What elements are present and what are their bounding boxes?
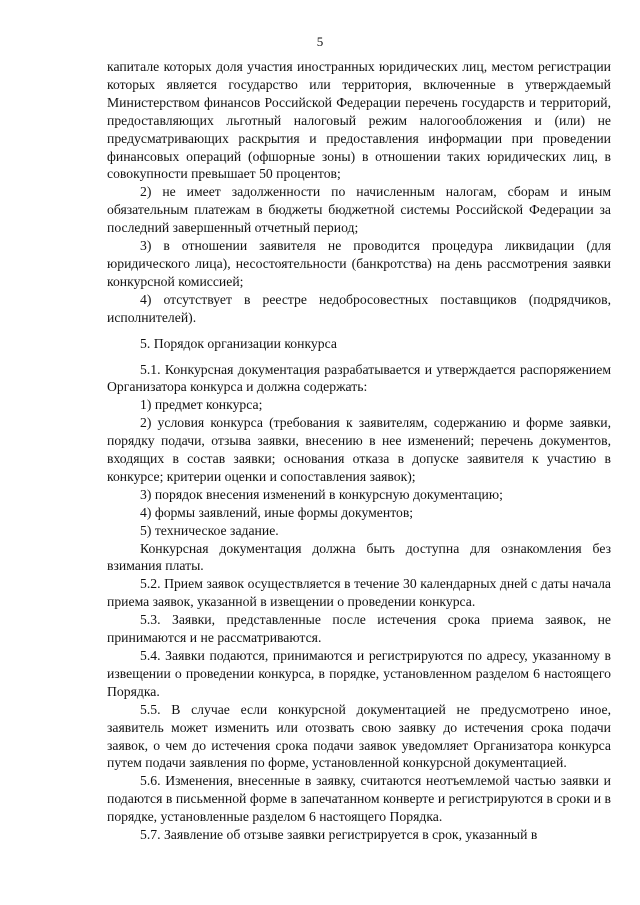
clause-5-4: 5.4. Заявки подаются, принимаются и регистрируются по адресу, указанному в извещении о проведении конкурса, в порядке, установленном разделом 6 настоящего Порядка. [107,648,611,699]
list-item-no-tax-debt: 2) не имеет задолженности по начисленным налогам, сборам и иным обязательным платежам в бюджеты бюджетной системы Российской Федерации за последний завершенный отчетный период; [107,184,611,236]
list-item-conditions: 2) условия конкурса (требования к заявителям, содержанию и форме заявки, порядку подачи, отзыва заявки, внесению в нее изменений; перечень документов, входящих в состав заявки; основания отказа в допуске заявителя к участию в конкурсе; критерии оценки и сопоставления заявок); [107,415,611,484]
document-body [107,58,611,844]
list-item-subject: 1) предмет конкурса; [140,397,263,413]
clause-5-2: 5.2. Прием заявок осуществляется в течение 30 календарных дней с даты начала приема заявок, указанной в извещении о проведении конкурса. [107,576,611,610]
list-item-not-in-registry: 4) отсутствует в реестре недобросовестных поставщиков (подрядчиков, исполнителей). [107,291,611,325]
page-number: 5 [316,34,324,49]
list-item-amendment-procedure: 3) порядок внесения изменений в конкурсную документацию; [140,486,503,502]
list-item-technical-task: 5) техническое задание. [140,522,279,538]
paragraph-free-access: Конкурсная документация должна быть доступна для ознакомления без взимания платы. [107,540,611,574]
paragraph-offshore-continuation: капитале которых доля участия иностранных юридических лиц, местом регистрации которых является государство или территория, включенные в утверждаемый Министерством финансов Российской Федерации перечень государств и территорий, предоставляющих льготный налоговый режим налогообложения и (или) не предусматривающих раскрытия и предоставления информации при проведении финансовых операций (офшорные зоны) в отношении таких юридических лиц, в совокупности превышает 50 процентов; [107,59,611,182]
clause-5-3: 5.3. Заявки, представленные после истечения срока приема заявок, не принимаются и не рассматриваются. [107,612,611,646]
list-item-no-liquidation: 3) в отношении заявителя не проводится процедура ликвидации (для юридического лица), несостоятельности (банкротства) на день рассмотрения заявки конкурсной комиссией; [107,238,611,289]
clause-5-7: 5.7. Заявление об отзыве заявки регистрируется в срок, указанный в [140,827,538,843]
list-item-forms: 4) формы заявлений, иные формы документов; [140,504,414,520]
clause-5-5: 5.5. В случае если конкурсной документацией не предусмотрено иное, заявитель может изменить или отозвать свою заявку до истечения срока подачи заявок, о чем до истечения срока подачи заявок уведомляет Организатора конкурса путем подачи заявления по форме, установленной конкурсной документацией. [107,701,611,771]
clause-5-1: 5.1. Конкурсная документация разрабатывается и утверждается распоряжением Организатора конкурса и должна содержать: [107,361,611,395]
section-heading-contest-procedure: 5. Порядок организации конкурса [140,335,337,351]
clause-5-6: 5.6. Изменения, внесенные в заявку, считаются неотъемлемой частью заявки и подаются в письменной форме в запечатанном конверте и регистрируются в сроки и в порядке, установленные разделом 6 настоящего Порядка. [107,773,611,825]
